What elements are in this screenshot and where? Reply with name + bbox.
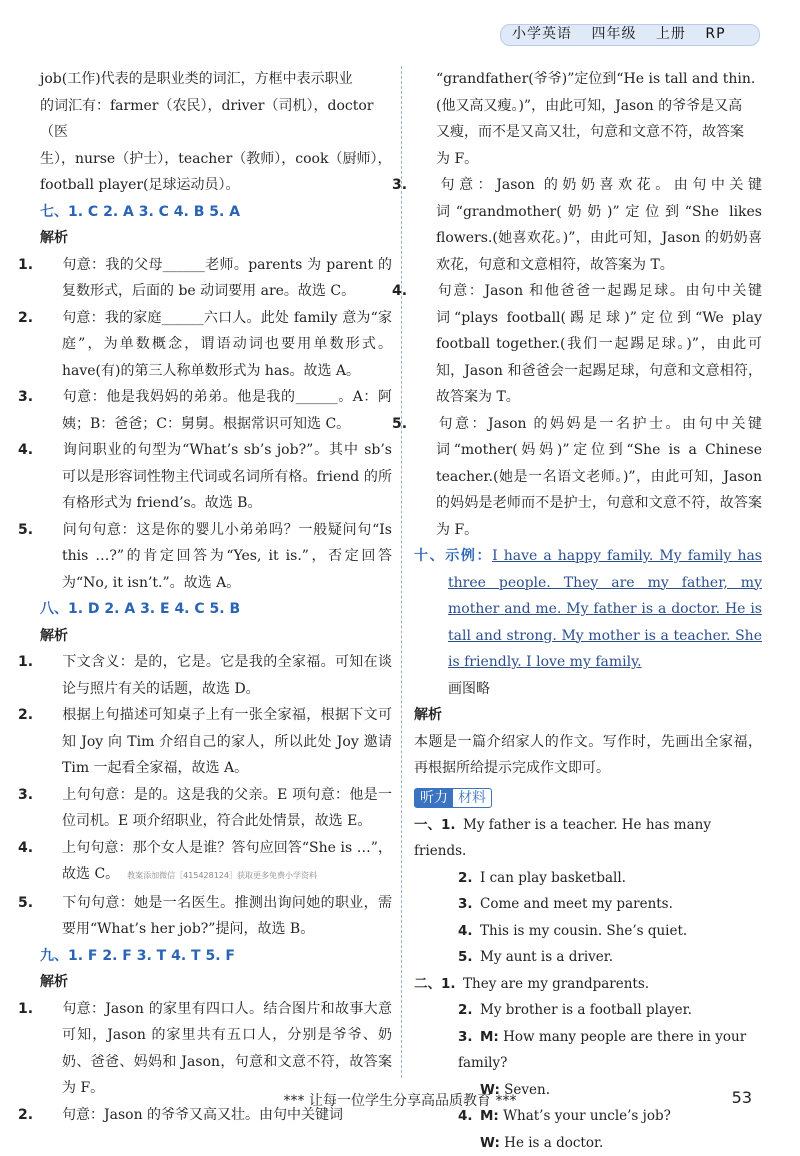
- listening-material-badge: 听力 材料: [414, 788, 492, 808]
- header-volume: 上册: [656, 26, 686, 42]
- analysis-label: 解析: [40, 623, 392, 650]
- list-item: 4. 句意：Jason 和他爸爸一起踢足球。由句中关键词“plays football(踢足球)”定位到“We play football together.(我们一起踢足球。)”，由此可知，Jason 和爸爸会一起踢足球，句意和文意相符，故答案为 T。: [414, 278, 762, 411]
- list-item: 5. 下句句意：她是一名医生。推测出询问她的职业，需要用“What’s her job?”提问，故选 B。: [40, 890, 392, 943]
- header-grade: 四年级: [591, 26, 636, 42]
- section-7-answers: 七、1. C 2. A 3. C 4. B 5. A: [40, 199, 392, 226]
- list-item: 5. My aunt is a driver.: [414, 944, 762, 971]
- analysis-label: 解析: [40, 969, 392, 996]
- list-item: 3. 上句句意：是的。这是我的父亲。E 项句意：他是一位司机。E 项介绍职业，符合此处情景，故选 E。: [40, 782, 392, 835]
- continued-line: 又瘦，而不是又高又壮，句意和文意不符，故答案: [414, 119, 762, 146]
- right-column: [414, 66, 762, 1156]
- list-item: 2. I can play basketball.: [414, 865, 762, 892]
- list-item: 1. 句意：我的父母______老师。parents 为 parent 的复数形式，后面的 be 动词要用 are。故选 C。: [40, 252, 392, 305]
- list-item: 4. M: What’s your uncle’s job?: [414, 1103, 762, 1130]
- list-item: 2. 句意：我的家庭______六口人。此处 family 意为“家庭”，为单数概念，谓语动词也要用单数形式。have(有)的第三人称单数形式为 has。故选 A。: [40, 305, 392, 385]
- list-item: 一、1. My father is a teacher. He has many friends.: [414, 812, 762, 865]
- section-10-label: 十、示例：: [414, 548, 492, 564]
- sample-essay: I have a happy family. My family has three people. They are my father, my mother and me. My father is a doctor. He is tall and strong. My mother is a teacher. She is friendly. I love my family.: [448, 548, 762, 670]
- list-item: 4. 询问职业的句型为“What’s sb’s job?”。其中 sb’s 可以是形容词性物主代词或名词所有格。friend 的所有格形式为 friend’s。故选 B。: [40, 437, 392, 517]
- list-item: 2. 句意：Jason 的爷爷又高又壮。由句中关键词: [40, 1102, 392, 1129]
- column-divider: [401, 66, 402, 1078]
- list-item: 1. 下文含义：是的，它是。它是我的全家福。可知在谈论与照片有关的话题，故选 D。: [40, 649, 392, 702]
- list-item: W: Seven.: [414, 1077, 762, 1104]
- list-item: 1. 句意：Jason 的家里有四口人。结合图片和故事大意可知，Jason 的家里共有五口人，分别是爷爷、奶奶、爸爸、妈妈和 Jason，句意和文意不符，故答案为 F。: [40, 996, 392, 1102]
- list-item: 3. M: How many people are there in your family?: [414, 1024, 762, 1077]
- section-10-essay: [414, 543, 762, 676]
- page-number: 53: [732, 1088, 752, 1107]
- header-edition: RP: [705, 26, 725, 42]
- list-item: 4. 上句句意：那个女人是谁？答句应回答“She is …”，故选 C。 教案添加微信［415428124］获取更多免费小学资料: [40, 835, 392, 890]
- list-item: 3. 句意：他是我妈妈的弟弟。他是我的______。A：阿姨；B：爸爸；C：舅舅。根据常识可知选 C。: [40, 384, 392, 437]
- list-item: 二、1. They are my grandparents.: [414, 971, 762, 998]
- list-item: 2. 根据上句描述可知桌子上有一张全家福，根据下文可知 Joy 向 Tim 介绍自己的家人，所以此处 Joy 邀请 Tim 一起看全家福，故选 A。: [40, 702, 392, 782]
- intro-line: 生），nurse（护士），teacher（教师），cook（厨师），: [40, 146, 392, 173]
- intro-line: football player(足球运动员）。: [40, 172, 392, 199]
- footer-slogan: *** 让每一位学生分享高品质教育 ***: [0, 1090, 800, 1110]
- watermark-note: 教案添加微信［415428124］获取更多免费小学资料: [127, 871, 317, 880]
- list-item: 4. This is my cousin. She’s quiet.: [414, 918, 762, 945]
- list-item: 2. My brother is a football player.: [414, 997, 762, 1024]
- analysis-text: 本题是一篇介绍家人的作文。写作时，先画出全家福，再根据所给提示完成作文即可。: [414, 729, 762, 782]
- header-title: [512, 24, 740, 44]
- left-column: [40, 66, 392, 1128]
- continued-line: “grandfather(爷爷)”定位到“He is tall and thin.: [414, 66, 762, 93]
- analysis-label: 解析: [40, 225, 392, 252]
- list-item: 3. Come and meet my parents.: [414, 891, 762, 918]
- list-item: W: He is a doctor.: [414, 1130, 762, 1156]
- section-8-answers: 八、1. D 2. A 3. E 4. C 5. B: [40, 596, 392, 623]
- intro-line: 的词汇有：farmer（农民），driver（司机），doctor（医: [40, 93, 392, 146]
- draw-note: 画图略: [414, 676, 762, 703]
- list-item: 5. 问句句意：这是你的婴儿小弟弟吗？一般疑问句“Is this …?”的肯定回答为“Yes, it is.”，否定回答为“No, it isn’t.”。故选 A。: [40, 517, 392, 597]
- list-item: 3. 句意：Jason 的奶奶喜欢花。由句中关键词“grandmother(奶奶)”定位到“She likes flowers.(她喜欢花。)”，由此可知，Jason 的奶奶喜欢花，句意和文意相符，故答案为 T。: [414, 172, 762, 278]
- continued-line: (他又高又瘦。)”，由此可知，Jason 的爷爷是又高: [414, 93, 762, 120]
- analysis-label: 解析: [414, 702, 762, 729]
- section-9-answers: 九、1. F 2. F 3. T 4. T 5. F: [40, 943, 392, 970]
- header-subject: 小学英语: [512, 26, 572, 42]
- continued-line: 为 F。: [414, 146, 762, 173]
- list-item: 5. 句意：Jason 的妈妈是一名护士。由句中关键词“mother(妈妈)”定位到“She is a Chinese teacher.(她是一名语文老师。)”，由此可知，Jason 的妈妈是老师而不是护士，句意和文意不符，故答案为 F。: [414, 411, 762, 544]
- intro-line: job(工作)代表的是职业类的词汇，方框中表示职业: [40, 66, 392, 93]
